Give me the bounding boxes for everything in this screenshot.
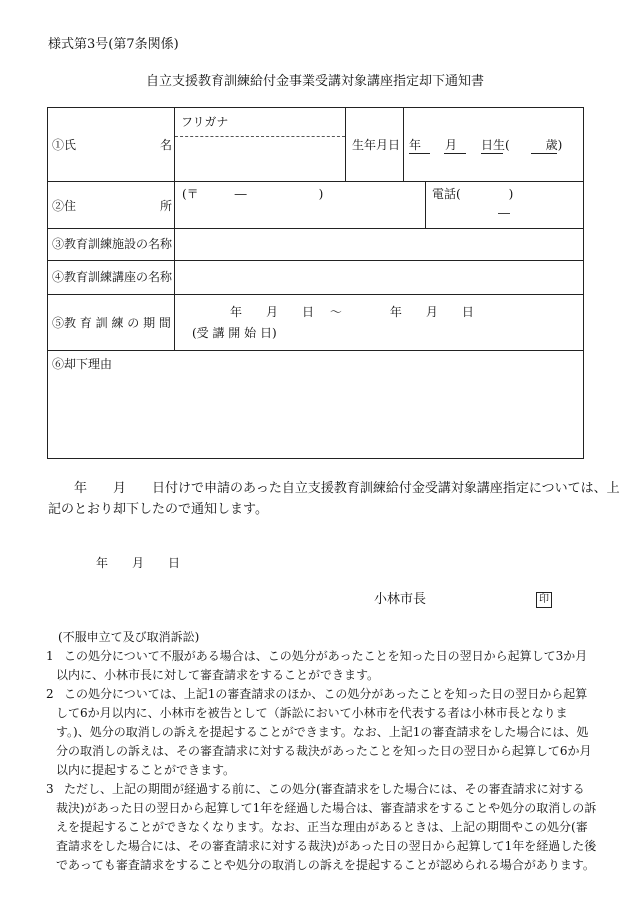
note-1-number: 1 <box>46 649 54 663</box>
issue-date: 年 月 日 <box>96 556 181 570</box>
notice-body-line-2: 記のとおり却下したので通知します。 <box>48 502 268 517</box>
note-3-line: ただし、上記の期間が経過する前に、この処分(審査請求をした場合には、その審査請求に対する <box>64 782 585 796</box>
note-3-line: であっても審査請求をすることや処分の取消しの訴えを提起することが認められる場合があります。 <box>56 858 595 872</box>
note-3-line: 査請求をした場合には、その審査請求に対する裁決)があった日の翌日から起算して1年を経過した後 <box>56 839 597 853</box>
note-2-line: この処分については、上記1の審査請求のほか、この処分があったことを知った日の翌日から起算 <box>64 687 588 701</box>
address-field[interactable] <box>176 204 423 226</box>
phone-dash: ― <box>498 206 510 220</box>
note-2-line: 以内に提起することができます。 <box>56 763 236 777</box>
furigana-label: フリガナ <box>181 115 229 129</box>
issuer-name: 小林市長 <box>374 592 427 607</box>
note-2-line: す。)、処分の取消しの訴えを提起することができます。なお、上記1の審査請求をした場合には、処 <box>56 725 589 739</box>
note-3-line: えを提起することができなくなります。なお、正当な理由があるときは、上記の期間やこの処分(審 <box>56 820 588 834</box>
note-1-line: この処分について不服がある場合は、この処分があったことを知った日の翌日から起算して3か月 <box>64 649 588 663</box>
seal-stamp: 印 <box>536 592 552 608</box>
note-2-line: 分の取消しの訴えは、その審査請求に対する裁決があったことを知った日の翌日から起算して6か月 <box>56 744 592 758</box>
course-name-label: ④教育訓練講座の名称 <box>52 270 173 284</box>
appeal-notes-heading: (不服申立て及び取消訴訟) <box>58 630 200 644</box>
course-start-note: (受 講 開 始 日) <box>192 326 277 340</box>
address-label: ②住 所 <box>52 199 173 213</box>
training-period-label: ⑤教 育 訓 練 の 期 間 <box>52 316 171 330</box>
facility-name-label: ③教育訓練施設の名称 <box>52 237 173 251</box>
form-number: 様式第3号(第7条関係) <box>48 37 179 52</box>
postal-code-field[interactable]: (〒 ― ) <box>182 187 324 201</box>
rejection-reason-field[interactable] <box>49 374 582 456</box>
birth-date-value[interactable]: 年 月 日生( 歳) <box>409 138 563 152</box>
birth-date-label: 生年月日 <box>352 138 401 152</box>
name-field[interactable] <box>176 138 344 180</box>
rejection-reason-label: ⑥却下理由 <box>52 357 113 371</box>
document-title: 自立支援教育訓練給付金事業受講対象講座指定却下通知書 <box>145 74 484 89</box>
note-2-line: して6か月以内に、小林市を被告として（訴訟において小林市を代表する者は小林市長となりま <box>56 706 568 720</box>
furigana-field[interactable] <box>176 108 344 136</box>
note-3-line: 裁決)があった日の翌日から起算して1年を経過した場合は、審査請求をすることや処分の取消しの訴 <box>56 801 597 815</box>
note-2-number: 2 <box>46 687 54 701</box>
phone-field[interactable]: 電話( ) <box>432 187 514 201</box>
name-label: ①氏 名 <box>52 138 173 152</box>
course-name-field[interactable] <box>176 262 582 293</box>
notice-body-line-1: 年 月 日付けで申請のあった自立支援教育訓練給付金受講対象講座指定については、上 <box>48 481 620 496</box>
note-1-line: 以内に、小林市長に対して審査請求をすることができます。 <box>56 668 380 682</box>
facility-name-field[interactable] <box>176 230 582 259</box>
note-3-number: 3 <box>46 782 54 796</box>
training-period-dates[interactable]: 年 月 日 ～ 年 月 日 <box>230 305 474 319</box>
